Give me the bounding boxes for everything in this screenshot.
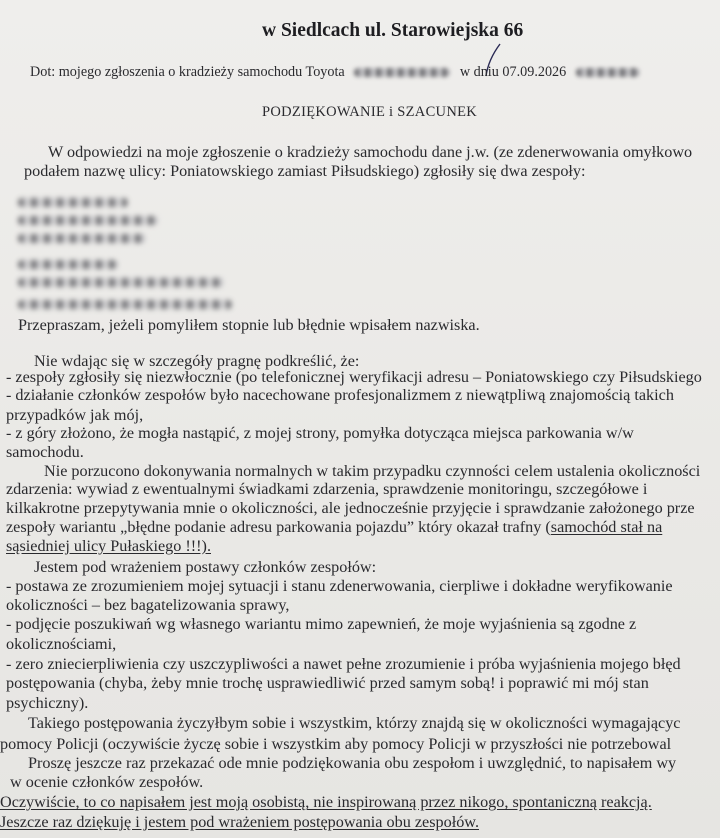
paragraph-line: samochodu. bbox=[6, 443, 84, 461]
text-segment: zespoły wariantu „błędne podanie adresu parkowania pojazdu” który okazał trafny ( bbox=[6, 518, 551, 536]
paragraph-line: zdarzenia: wywiad z ewentualnymi świadkami zdarzenia, sprawdzenie monitoringu, szczegółowe i bbox=[6, 480, 648, 498]
paragraph-line: Nie porzucono dokonywania normalnych w takim przypadku czynności celem ustalenia okoliczności bbox=[44, 462, 701, 480]
paragraph-line: Jestem pod wrażeniem postawy członków zespołów: bbox=[34, 558, 377, 576]
paragraph-line: Proszę jeszcze raz przekazać ode mnie podziękowania obu zespołom i uwzględnić, to napisałem wy bbox=[28, 754, 677, 772]
paragraph-line bbox=[6, 517, 662, 537]
paragraph-line: Przepraszam, jeżeli pomyliłem stopnie lub błędnie wpisałem nazwiska. bbox=[18, 316, 480, 334]
reference-prefix: Dot: mojego zgłoszenia o kradzieży samochodu Toyota bbox=[30, 64, 345, 80]
paragraph-line: w ocenie członków zespołów. bbox=[10, 773, 204, 791]
underlined-segment: Jeszcze raz dziękuję i jestem pod wrażeniem postępowania obu zespołów. bbox=[0, 813, 479, 831]
paragraph-line: pomocy Policji (oczywiście życzę sobie i wszystkim aby pomocy Policji w przyszłości nie potrzebowal bbox=[0, 735, 672, 753]
paragraph-line: okolicznościami, bbox=[6, 635, 117, 653]
underlined-segment: sąsiedniej ulicy Pułaskiego !!!). bbox=[6, 537, 211, 555]
paragraph-line: okoliczności – bez bagatelizowania sprawy, bbox=[6, 596, 290, 614]
paragraph-line: W odpowiedzi na moje zgłoszenie o kradzieży samochodu dane j.w. (ze zdenerwowania omyłkowo bbox=[48, 143, 693, 161]
paragraph-line: Nie wdając się w szczegóły pragnę podkreślić, że: bbox=[34, 352, 360, 370]
reference-line bbox=[30, 64, 640, 81]
redacted-plate bbox=[354, 68, 450, 77]
paragraph-line: Takiego postępowania życzyłbym sobie i wszystkim, którzy znajdą się w okoliczności wymagającyc bbox=[28, 714, 681, 732]
paragraph-line: - podjęcie poszukiwań wg własnego wariantu mimo zapewnień, że moje wyjaśnienia są zgodne z bbox=[6, 615, 637, 633]
paragraph-line: - z góry złożono, że mogła nastąpić, z mojej strony, pomyłka dotycząca miejsca parkowania w/w bbox=[6, 424, 634, 442]
paragraph-line bbox=[0, 792, 652, 812]
letter-title: PODZIĘKOWANIE i SZACUNEK bbox=[262, 104, 478, 120]
underlined-segment: Oczywiście, to co napisałem jest moją osobistą, nie inspirowaną przez nikogo, spontaniczną reakcją. bbox=[0, 793, 652, 811]
paragraph-line: - postawa ze zrozumieniem mojej sytuacji i stanu zdenerwowania, cierpliwe i dokładne weryfikowanie bbox=[6, 577, 673, 595]
sender-address: w Siedlcach ul. Starowiejska 66 bbox=[262, 20, 524, 41]
paragraph-line: - działanie członków zespołów było nacechowane profesjonalizmem z niewątpliwą znajomością takich bbox=[6, 386, 674, 404]
paragraph-line bbox=[6, 536, 211, 556]
paragraph-line: podałem nazwę ulicy: Poniatowskiego zamiast Piłsudskiego) zgłosiły się dwa zespoły: bbox=[24, 162, 586, 180]
paragraph-line: przypadków jak mój, bbox=[6, 406, 144, 424]
paragraph-line: kilkakrotne przepytywania mnie o okoliczności, ale jednocześnie przyjęcie i sprawdzanie założonego prze bbox=[6, 499, 695, 517]
redacted-time bbox=[576, 68, 640, 77]
paragraph-line bbox=[0, 812, 479, 832]
paragraph-line: postępowania (chyba, żeby mnie trochę usprawiedliwić przed samym sobą! i poprawić mi mój stan bbox=[6, 674, 649, 692]
paragraph-line: - zero zniecierpliwienia czy uszczypliwości a nawet pełne zrozumienie i próba wyjaśnienia mojego błęd bbox=[6, 655, 681, 673]
paragraph-line: - zespoły zgłosiły się niezwłocznie (po telefonicznej weryfikacji adresu – Poniatowskiego czy Piłsudskiego bbox=[6, 368, 702, 386]
underlined-segment: samochód stał na bbox=[550, 518, 663, 536]
redacted-names-block bbox=[18, 192, 258, 322]
paragraph-line: psychiczny). bbox=[6, 694, 89, 712]
reference-date: w dniu 07.09.2026 bbox=[459, 64, 567, 80]
